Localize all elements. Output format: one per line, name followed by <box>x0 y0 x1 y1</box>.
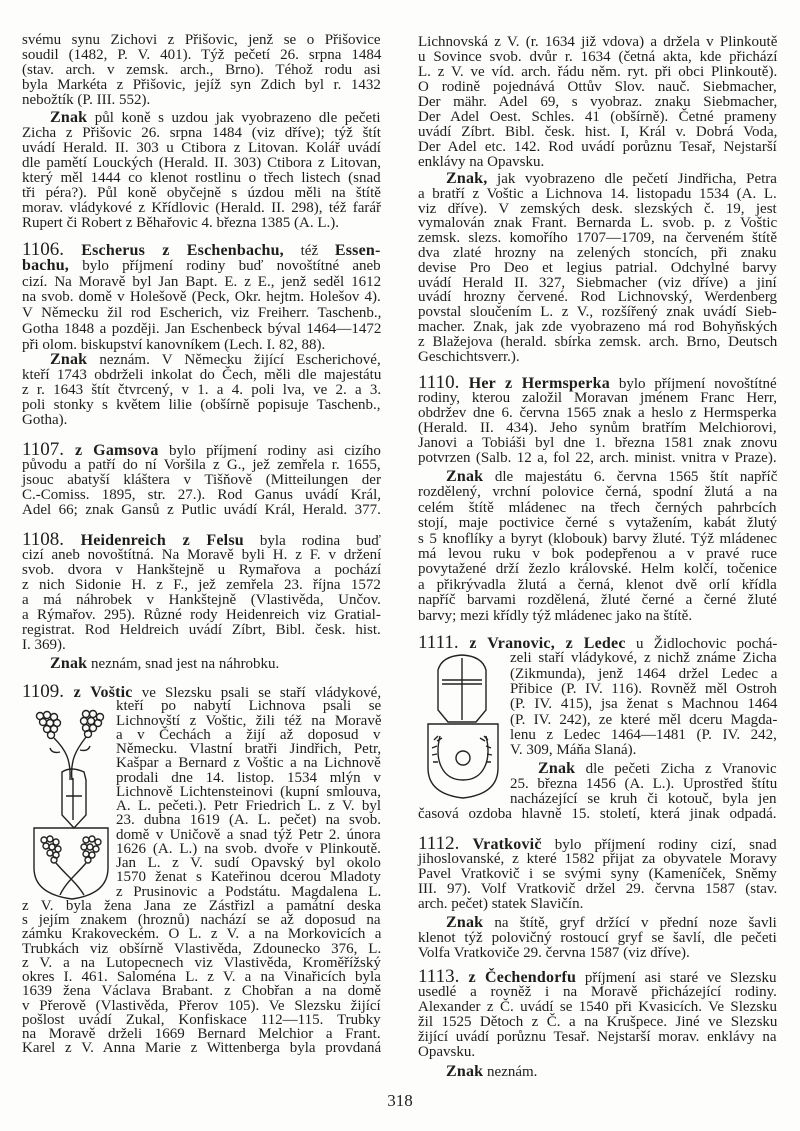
line-text: svému synu Zichovi z Přišovic, jenž se o Přišovice <box>22 32 381 48</box>
line-text: (P. IV. 242), ze které měl dceru Magda- <box>510 711 778 728</box>
entry-text: jak vyobrazeno dle pečetí Jindřicha, Petra <box>487 171 777 187</box>
line-text: z r. 1643 štít čtvrcený, v 1. a 4. poli lva, ve 2. a 3. <box>22 382 382 398</box>
line-text: V Německu žil rod Escherich, viz Freiherr. Taschenb., <box>22 305 382 322</box>
text-line <box>418 153 777 171</box>
line-text: a bratří z Voštic a Lichnova 14. listopadu 1534 (A. L. <box>418 185 777 202</box>
line-text: uvádí Zíbrt. Bibl. česk. hist. I, Král v. Dobrá Voda, <box>418 124 778 140</box>
entry-name: Znak, <box>446 170 488 187</box>
grape-cluster-icon <box>81 711 104 738</box>
line-text: (Zikmunda), jenž 1464 držel Ledec a <box>510 665 778 682</box>
line-text: Přibice (P. IV. 116). Rovněž měl Ostroh <box>510 680 777 697</box>
line-text: 1626 (A. L.) na svob. dvoře v Plinkoutě. <box>116 840 381 857</box>
entry-text: neznám. V Německu žijící Escherichové, <box>87 352 381 368</box>
line-text: Geschichtsverr.). <box>418 348 520 365</box>
line-text: vymalován znak Frant. Bernarda L. svob. p. z Voštic <box>418 215 778 232</box>
entry-text: bylo příjmení rodiny asi cizího <box>158 443 381 459</box>
line-text: Lichnově Lichtensteinovi (kupní smlouva, <box>116 783 381 800</box>
line-text: rodiny, kterou založil Moravan jménem Franc Herr, <box>418 390 777 406</box>
line-text: obdržev dne 6. června 1565 znak a heslo z Hermsperka <box>418 405 777 421</box>
text-line <box>418 449 777 467</box>
line-text: uvádí Herald II. 327, Siebmacher (viz dříve) a jiní <box>418 274 777 291</box>
line-text: jihoslovanské, z které 1582 přijat za obyvatele Moravy <box>418 851 777 867</box>
line-text: z Prusinovic a Podstátu. Magdalena L. <box>116 883 382 900</box>
line-text: uvádí Herald. II. 303 u Ctibora z Litovan. Kolář uvádí <box>22 140 381 156</box>
line-text: žijící uvádí porůznu Tesař. Nejstarší morav. enklávy na <box>418 1029 777 1045</box>
line-text: Pavel Vratkovič i se svými syny (Kameníček, Sněmy <box>418 866 777 882</box>
entry-name: bachu, <box>22 256 69 274</box>
entry-text: dle pečeti Zicha z Vranovic <box>575 761 777 777</box>
line-text: I. 369). <box>22 637 66 653</box>
vranovic-coat-of-arms-image <box>424 650 504 800</box>
shield-icon <box>428 724 498 798</box>
line-text: pošlost uvádí Zukal, Konfiskace 112—115. Trubky <box>22 1011 381 1028</box>
line-text: okres I. 461. Saloména L. z V. a na Vinařicích byla <box>22 969 381 985</box>
line-text: s jejím znakem (hroznů) nachází se až doposud na <box>22 912 381 928</box>
line-text: byla Markéta z Přišovic, jejíž syn Zdich byl r. 1432 <box>22 77 381 93</box>
line-text: (P. IV. 415), jsa ženat s Machnou 1464 <box>510 696 778 713</box>
line-text: Gotha 1848 a později. Jan Eschenbeck býval 1464—1472 <box>22 321 382 337</box>
line-text: Trubkách viz obšírně Vlastivěda, Zdounecko 376, L. <box>22 940 382 957</box>
line-text: (Herald. II. 434). Jeho synům bratřím Melchiorovi, <box>418 420 777 436</box>
entry-name: z Vranovic, z Ledec <box>458 635 626 652</box>
entry-number: 1107. <box>22 439 65 460</box>
entry-name: z Gamsova <box>64 442 159 459</box>
entry-text: dle majestátu 6. června 1565 štít napříč <box>483 469 778 485</box>
entry-text: byla rodina buď <box>243 533 381 549</box>
line-text: kteří po nabytí Lichnova psali se <box>116 698 382 715</box>
line-text: Karel z V. Anna Marie z Wittenberga byla provdaná <box>22 1040 382 1057</box>
entry-text: půl koně s uzdou jak vyobrazeno dle pečeti <box>87 110 381 126</box>
helmet-icon <box>438 655 486 722</box>
line-text: má levou ruku v bok podepřenou a v pravé ruce <box>418 546 777 562</box>
line-text: v Přerově (Vlastivěda, Přerov 105). Ve Slezsku žijící <box>22 997 381 1014</box>
line-text: viz dříve). V zemských desk. slezských č. 19, jest <box>418 200 777 217</box>
text-line <box>418 895 777 913</box>
entry-text: bylo příjmení rodiny buď novoštítné aneb <box>69 257 381 274</box>
line-text: z nich Sidonie H. z F., jež zemřela 23. října 1572 <box>22 577 381 593</box>
entry-text: bylo příjmení novoštítné <box>609 376 777 392</box>
line-text: stojí, maje poctivice černé s vytažením, kabát žlutý <box>418 515 777 532</box>
line-text: zeli staří vládykové, z nichž známe Zicha <box>510 650 777 667</box>
text-line <box>446 1063 777 1081</box>
line-text: jsouc abatyší kláštera v Tišňově (Mitteilungen der <box>22 472 381 488</box>
entry-name: Her z Hermsperka <box>459 375 610 392</box>
entry-name: z Čechendorfu <box>459 969 577 986</box>
entry-name: Vratkovič <box>459 836 542 853</box>
entry-text: též <box>283 243 335 259</box>
vostic-coat-of-arms-image <box>26 700 114 900</box>
line-text: dva zlaté hrozny na zelených stoncích, při znaku <box>418 245 777 261</box>
line-text: potvrzen (Salb. 12 a, fol 22, arch. minist. vnitra v Praze). <box>418 450 777 466</box>
entry-text: u Židlochovic pochá- <box>625 636 778 652</box>
line-text: dle pamětí Louckých (Herald. II. 303) Ctibora z Litovan, <box>22 155 381 171</box>
grape-cluster-icon <box>37 712 61 739</box>
text-line <box>418 607 777 625</box>
line-text: 25. března 1456 (A. L.). Uprostřed štítu <box>510 776 778 792</box>
line-text: cizí. Na Moravě byl Jan Bapt. E. z E., jenž seděl 1612 <box>22 273 382 290</box>
line-text: který měl 1444 co klenot rostlinu o třech listech (snad <box>22 170 381 186</box>
line-text: Zicha z Přišovic 26. srpna 1484 (viz dříve); týž štít <box>22 125 381 141</box>
line-text: Kašpar a Bernard z Voštic a na Lichnově <box>116 755 381 772</box>
entry-name: Essen- <box>334 242 381 259</box>
entry-number: 1111. <box>418 632 459 653</box>
entry-name: z Voštic <box>64 684 133 701</box>
line-text: 23. dubna 1619 (A. L. pečet) na svob. <box>116 812 382 829</box>
line-text: Der Adel etc. 142. Rod uvádí porůznu Tesař, Nejstarší <box>418 139 777 155</box>
line-text: celém štítě mládenec na třech černých pahrbcích <box>418 499 777 516</box>
line-text: u Sovince svob. dvůr r. 1634 (četná akta, kde přichází <box>418 49 778 65</box>
line-text: poli stonky s květem lilie (obšírně popisuje Taschenb., <box>22 397 381 413</box>
entry-text: příjmení asi staré ve Slezsku <box>576 970 777 986</box>
line-text: na svob. domě v Holešově (Peck, Okr. hejtm. Holešov 4). <box>22 289 381 306</box>
text-line <box>418 944 777 962</box>
line-text: Lichnovská z V. (r. 1634 již vdova) a držela v Plinkoutě <box>418 34 778 50</box>
line-text: a přikrývadla žlutá a černá, klenot dvě orlí křídla <box>418 576 777 593</box>
line-text: zemsk. slezs. komořího 1707—1709, na červeném štítě <box>418 230 778 247</box>
line-text: Rupert či Robert z Běhařovic 4. března 1385 (A. L.). <box>22 215 339 231</box>
line-text: usedlé a rovněž i na Moravě přicházející rodiny. <box>418 984 777 1000</box>
line-text: enklávy na Opavsku. <box>418 154 545 170</box>
line-text: nebožtík (P. III. 552). <box>22 92 151 108</box>
entry-number: 1108. <box>22 529 65 550</box>
line-text: O rodině pojednává Ottův Slov. nauč. Siebmacher, <box>418 79 777 95</box>
line-text: žil 1525 Dětoch z Č. a na Krušpece. Jiné ve Slezsku <box>418 1014 778 1030</box>
line-text: povstal sloučením L. z V., rozšířený znak uvádí Sieb- <box>418 304 777 321</box>
line-text: soudil (1482, P. V. 401). Týž pečetí 26. srpna 1484 <box>22 47 382 63</box>
entry-name: Znak <box>538 760 576 777</box>
line-text: lenu z Ledec 1464—1481 (P. IV. 242, <box>510 726 777 743</box>
line-text: Alexander z Č. uvádí se 1540 při Kvasicích. Ve Slezsku <box>418 999 778 1015</box>
entry-number: 1109. <box>22 681 65 702</box>
entry-number: 1110. <box>418 372 460 393</box>
line-text: A. L. pečeti.). Petr Friedrich L. z V. byl <box>116 798 382 814</box>
shield-icon <box>34 828 108 899</box>
line-text: Německu. Vlastní bratři Jindřich, Petr, <box>116 741 382 757</box>
page-number: 318 <box>387 1091 413 1110</box>
entry-name: Znak <box>50 655 88 672</box>
entry-name: Znak <box>50 351 88 368</box>
line-text: C.-Comiss. 1895, str. 27.). Rod Ganus uvádí Král, <box>22 487 381 503</box>
line-text: macher. Znak, jak zde vyobrazeno má rod Bohyňských <box>418 319 778 335</box>
line-text: napříč barvami rozdělená, žluté černé a černé žluté <box>418 592 777 609</box>
line-text: morav. vládykové z Křídlovic (Herald. II. 298), též farář <box>22 200 382 216</box>
text-line <box>418 348 777 366</box>
line-text: V. 309, Máňa Slaná). <box>510 742 637 759</box>
line-text: s 5 knoflíky a byryt (klobouk) barvy žluté. Týž mládenec <box>418 530 777 547</box>
line-text: arch. pečet) statek Slavičín. <box>418 896 584 912</box>
line-text: Janovi a Tobiáši byl dne 1. března 1581 znak znovu <box>418 435 778 451</box>
entry-name: Heidenreich z Felsu <box>64 532 244 549</box>
line-text: Adel 66; znak Gansů z Putlic uvádí Král, Herald. 377. <box>22 502 381 518</box>
line-text: III. 97). Volf Vratkovič držel 29. června 1587 (stav. <box>418 881 778 897</box>
line-text: povytažené drží žezlo královské. Helm kolčí, točenice <box>418 561 777 578</box>
line-text: Lichnovští z Voštic, žili též na Moravě <box>116 712 382 729</box>
entry-number: 1113. <box>418 966 460 987</box>
line-text: Gotha). <box>22 412 68 428</box>
line-text: a má náhrobek v Hankštejně (Vlastivěda, Unčov. <box>22 592 381 608</box>
line-text: z Blažejova (herald. sbírka zemsk. arch. Brno, Deutsch <box>418 333 778 350</box>
line-text: rozdělený, vrchní polovice černá, spodní žlutá a na <box>418 484 778 501</box>
line-text: 1639 žena Václava Brabant. z Chobřan a na domě <box>22 983 382 1000</box>
line-text: původu a patří do ní Voršila z G., jež zemřela r. 1655, <box>22 457 381 473</box>
line-text: při olom. biskupství kanovníkem (Lech. I. 82, 88). <box>22 336 326 353</box>
line-text: časová ozdoba hlavně 15. století, která jinak odpadá. <box>418 806 777 822</box>
entry-text: bylo příjmení rodiny cizí, snad <box>541 837 777 853</box>
line-text: uvádí hrozny červené. Rod Lichnovský, Werdenberg <box>418 289 778 306</box>
line-text: 1570 ženat s Kateřinou dcerou Mladoty <box>116 869 381 886</box>
line-text: a v Čechách a žijí až doposud v <box>116 726 381 743</box>
entry-name: Znak <box>446 1063 484 1080</box>
line-text: Der mähr. Adel 69, s vyobraz. znaku Siebmacher, <box>418 94 778 110</box>
line-text: Opavsku. <box>418 1044 476 1060</box>
line-text: Jan L. z V. sudí Opavský byl okolo <box>116 855 381 871</box>
entry-number: 1106. <box>22 239 65 260</box>
line-text: L. z V. ve víd. arch. řádu něm. ryt. při obci Plinkoutě). <box>418 64 778 80</box>
line-text: registrat. Rod Heldreich uvádí Zíbrt, Bibl. česk. hist. <box>22 622 381 638</box>
entry-name: Znak <box>446 914 484 931</box>
entry-text: na štítě, gryf držící v přední noze šavli <box>483 915 777 931</box>
entry-text: ve Slezsku psali se staří vládykové, <box>132 685 382 701</box>
line-text: na Moravě drželi 1669 Bernard Melchior a Frant. <box>22 1026 381 1042</box>
line-text: barvy; mezi křídly týž mládenec jako na štítě. <box>418 607 693 624</box>
line-text: Volfa Vratkoviče 29. června 1587 (viz dříve). <box>418 945 690 961</box>
line-text: zámku Krakoveckém. O L. z V. a na Morkovicích a <box>22 926 382 943</box>
line-text: devise Pro Deo et legius patrial. Odchylné barvy <box>418 259 777 276</box>
line-text: klenot týž polovičný rostoucí gryf se šavlí, dle pečeti <box>418 930 777 946</box>
line-text: kteří 1743 obdrželi inkolat do Čech, měli dle majestátu <box>22 367 382 383</box>
text-line <box>510 741 777 759</box>
line-text: svob. dvora v Hankštejně u Rymařova a pochází <box>22 562 382 578</box>
line-text: nacházející se kruh či kotouč, byla jen <box>510 791 777 807</box>
line-text: tři péra?). Půl koně obyčejně s úzdou měli na štítě <box>22 185 381 201</box>
entry-name: Escherus z Eschenbachu, <box>64 242 284 259</box>
line-text: (stav. arch. v zemsk. arch., Brno). Téhož rodu asi <box>22 62 381 78</box>
helmet-icon <box>62 769 86 828</box>
entry-name: Znak <box>446 468 484 485</box>
line-text: z V. a na Lutopecnech viz Vlastivěda, Kroměřížský <box>22 954 381 971</box>
line-text: cizí aneb novoštítná. Na Moravě byli H. z F. v držení <box>22 547 382 563</box>
line-text: Der Adel Oest. Schles. 41 (obšírně). Četné prameny <box>418 109 777 125</box>
entry-name: Znak <box>50 109 88 126</box>
text-line <box>418 1043 777 1061</box>
line-text <box>446 1063 537 1081</box>
entry-text: neznám, snad jest na náhrobku. <box>87 656 280 672</box>
text-line <box>418 805 777 823</box>
line-text: prodali dne 14. listop. 1534 mlýn v <box>116 769 381 786</box>
entry-number: 1112. <box>418 833 460 854</box>
line-text: a Rýmařov. 295). Různé rody Heidenreich viz Gratial- <box>22 607 381 623</box>
line-text: z V. byla žena Jana ze Zástřizl a památní deska <box>22 897 381 914</box>
line-text: domě v Uničově a snad týž Petr 2. února <box>116 826 381 843</box>
entry-text: neznám. <box>483 1064 538 1080</box>
